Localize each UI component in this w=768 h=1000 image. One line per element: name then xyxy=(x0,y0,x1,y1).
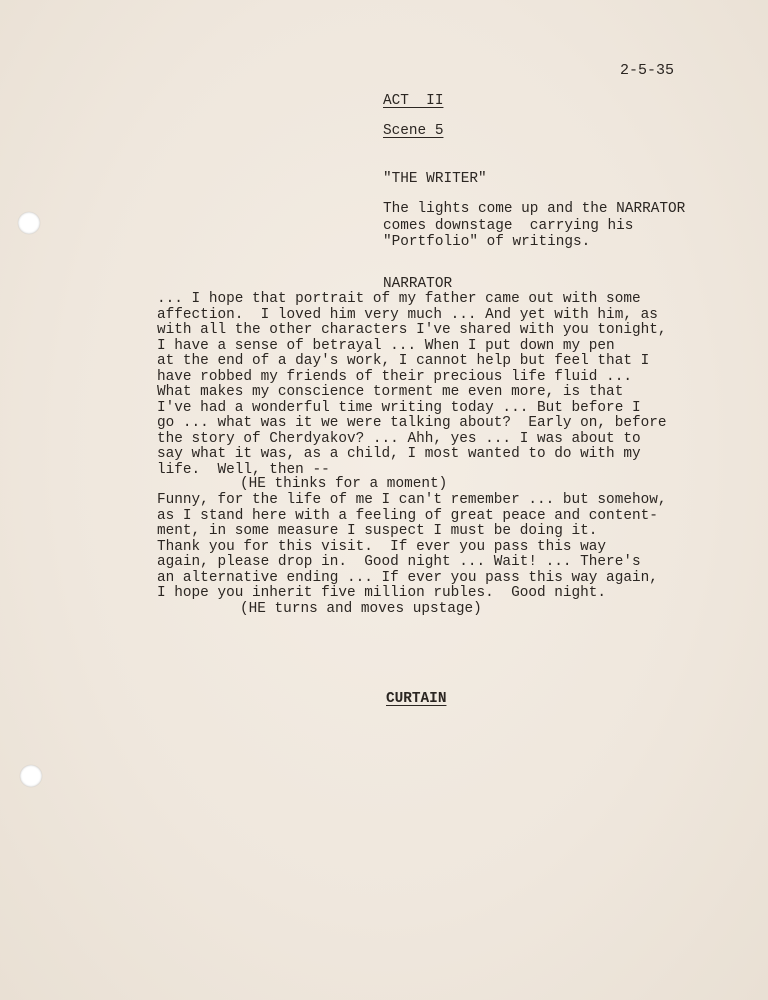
dialogue-part-1: ... I hope that portrait of my father came out with some affection. I loved him very much ... And yet with him, as with all the other characters I've shared with you tonight, I have a sense of betrayal ... When I put down my pen at the end of a day's work, I cannot help but feel that I have robbed my friends of their precious life fluid ... What makes my conscience torment me even more, is that I've had a wonderful time writing today ... But before I go ... what was it we were talking about? Early on, before the story of Cherdyakov? ... Ahh, yes ... I was about to say what it was, as a child, I most wanted to do with my life. Well, then -- xyxy=(157,291,667,478)
parenthetical-2: (HE turns and moves upstage) xyxy=(240,601,482,617)
curtain-heading: CURTAIN xyxy=(386,691,447,707)
speaker-name: NARRATOR xyxy=(383,276,453,292)
act-heading: ACT II xyxy=(383,93,444,109)
scene-heading: Scene 5 xyxy=(383,123,444,139)
scene-title: "THE WRITER" xyxy=(383,171,487,187)
dialogue-part-2: Funny, for the life of me I can't remember ... but somehow, as I stand here with a feeling of great peace and content- ment, in some measure I suspect I must be doing it. Thank you for this visit. If ever you pass this way again, please drop in. Good night ... Wait! ... There's an alternative ending ... If ever you pass this way again, I hope you inherit five million rubles. Good night. xyxy=(157,492,667,601)
page-date: 2-5-35 xyxy=(620,62,675,79)
binder-hole-top xyxy=(18,212,40,234)
stage-direction: The lights come up and the NARRATOR comes downstage carrying his "Portfolio" of writings. xyxy=(383,201,686,250)
parenthetical-1: (HE thinks for a moment) xyxy=(240,476,448,492)
binder-hole-bottom xyxy=(20,765,42,787)
